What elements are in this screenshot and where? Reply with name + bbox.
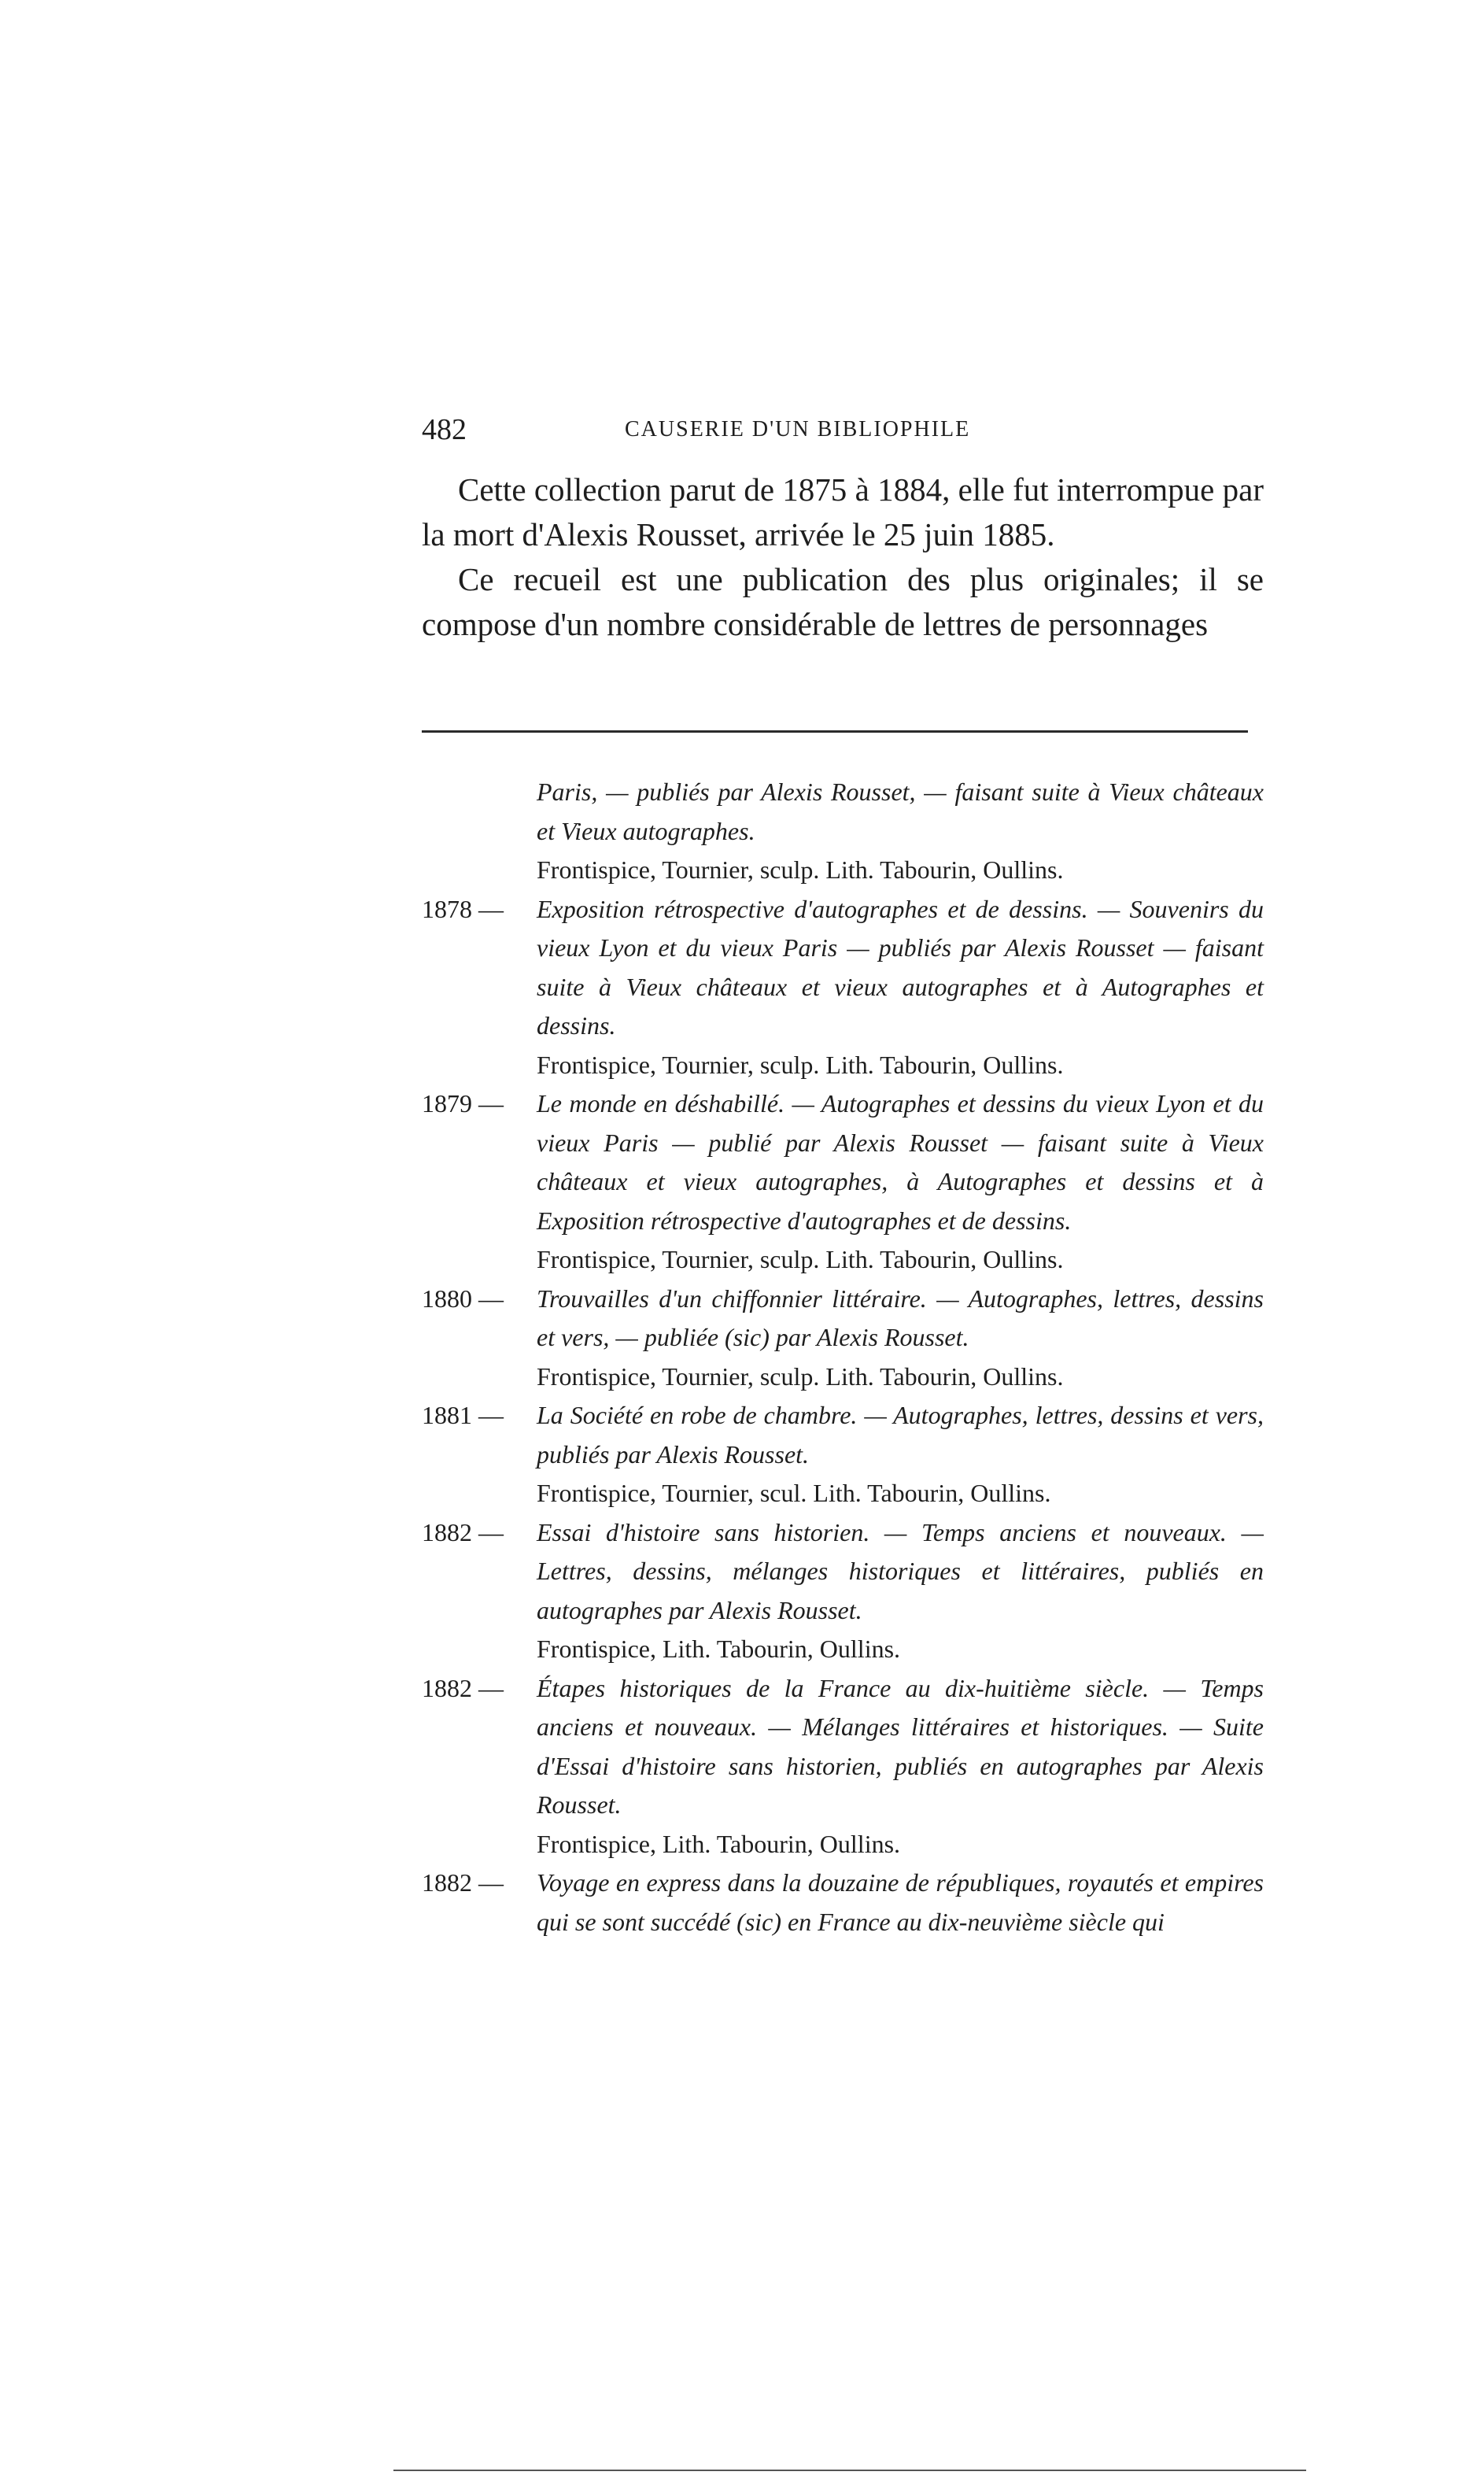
note-entry <box>422 1280 1264 1397</box>
note-imprint: Frontispice, Tournier, sculp. Lith. Tabourin, Oullins. <box>537 1245 1064 1273</box>
page-bottom-edge <box>393 2470 1306 2471</box>
note-imprint: Frontispice, Lith. Tabourin, Oullins. <box>537 1829 901 1858</box>
paragraph: Ce recueil est une publication des plus originales; il se compose d'un nombre considérable de lettres de personnages <box>422 561 1264 642</box>
note-entry <box>422 1864 1264 1941</box>
note-title: Voyage en express dans la douzaine de républiques, royautés et empires qui se sont succédé (sic) en France au dix-neuvième siècle qui <box>537 1868 1264 1936</box>
note-year: 1878 — <box>422 894 504 923</box>
note-year: 1882 — <box>422 1673 504 1702</box>
note-entry <box>422 773 1264 890</box>
note-title: Essai d'histoire sans historien. — Temps anciens et nouveaux. — Lettres, dessins, mélanges historiques et littéraires, publiés en autographes par Alexis Rousset. <box>537 1517 1264 1624</box>
note-entry <box>422 1669 1264 1864</box>
note-imprint: Frontispice, Tournier, sculp. Lith. Tabourin, Oullins. <box>537 1361 1064 1391</box>
note-year: 1882 — <box>422 1868 504 1897</box>
note-title: Étapes historiques de la France au dix-huitième siècle. — Temps anciens et nouveaux. — Mélanges littéraires et historiques. — Suite d'Essai d'histoire sans historien, publiés en autographes par Alexis Rousset. <box>537 1673 1264 1819</box>
paragraph: Cette collection parut de 1875 à 1884, elle fut interrompue par la mort d'Alexis Rousset, arrivée le 25 juin 1885. <box>422 471 1264 552</box>
note-imprint: Frontispice, Lith. Tabourin, Oullins. <box>537 1635 901 1663</box>
note-entry <box>422 1513 1264 1669</box>
note-entry <box>422 1084 1264 1280</box>
note-title: Le monde en déshabillé. — Autographes et dessins du vieux Lyon et du vieux Paris — publié par Alexis Rousset — faisant suite à Vieux châteaux et vieux autographes, à Autographes et dessins et à Exposition rétrospective d'autographes et de dessins. <box>537 1089 1264 1235</box>
page-header <box>422 408 1264 452</box>
note-entry <box>422 890 1264 1085</box>
note-entry <box>422 1396 1264 1513</box>
note-title: Trouvailles d'un chiffonnier littéraire. — Autographes, lettres, dessins et vers, — publiée (sic) par Alexis Rousset. <box>537 1284 1264 1351</box>
running-title: CAUSERIE D'UN BIBLIOPHILE <box>625 417 971 441</box>
page-number: 482 <box>422 413 467 446</box>
note-imprint: Frontispice, Tournier, sculp. Lith. Tabourin, Oullins. <box>537 1050 1064 1079</box>
note-year: 1881 — <box>422 1401 504 1429</box>
note-year: 1882 — <box>422 1517 504 1546</box>
note-title: Paris, — publiés par Alexis Rousset, — faisant suite à Vieux châteaux et Vieux autographes. <box>537 778 1264 845</box>
footnote-separator-rule <box>422 730 1248 733</box>
note-imprint: Frontispice, Tournier, sculp. Lith. Tabourin, Oullins. <box>537 855 1064 884</box>
note-title: Exposition rétrospective d'autographes et de dessins. — Souvenirs du vieux Lyon et du vieux Paris — publiés par Alexis Rousset — faisant suite à Vieux châteaux et vieux autographes et à Autographes et dessins. <box>537 894 1264 1040</box>
note-year: 1880 — <box>422 1284 504 1313</box>
main-text <box>422 467 1264 647</box>
note-imprint: Frontispice, Tournier, scul. Lith. Tabourin, Oullins. <box>537 1479 1051 1507</box>
note-title: La Société en robe de chambre. — Autographes, lettres, dessins et vers, publiés par Alexis Rousset. <box>537 1401 1264 1469</box>
bibliography-notes <box>422 773 1264 1941</box>
note-year: 1879 — <box>422 1089 504 1118</box>
